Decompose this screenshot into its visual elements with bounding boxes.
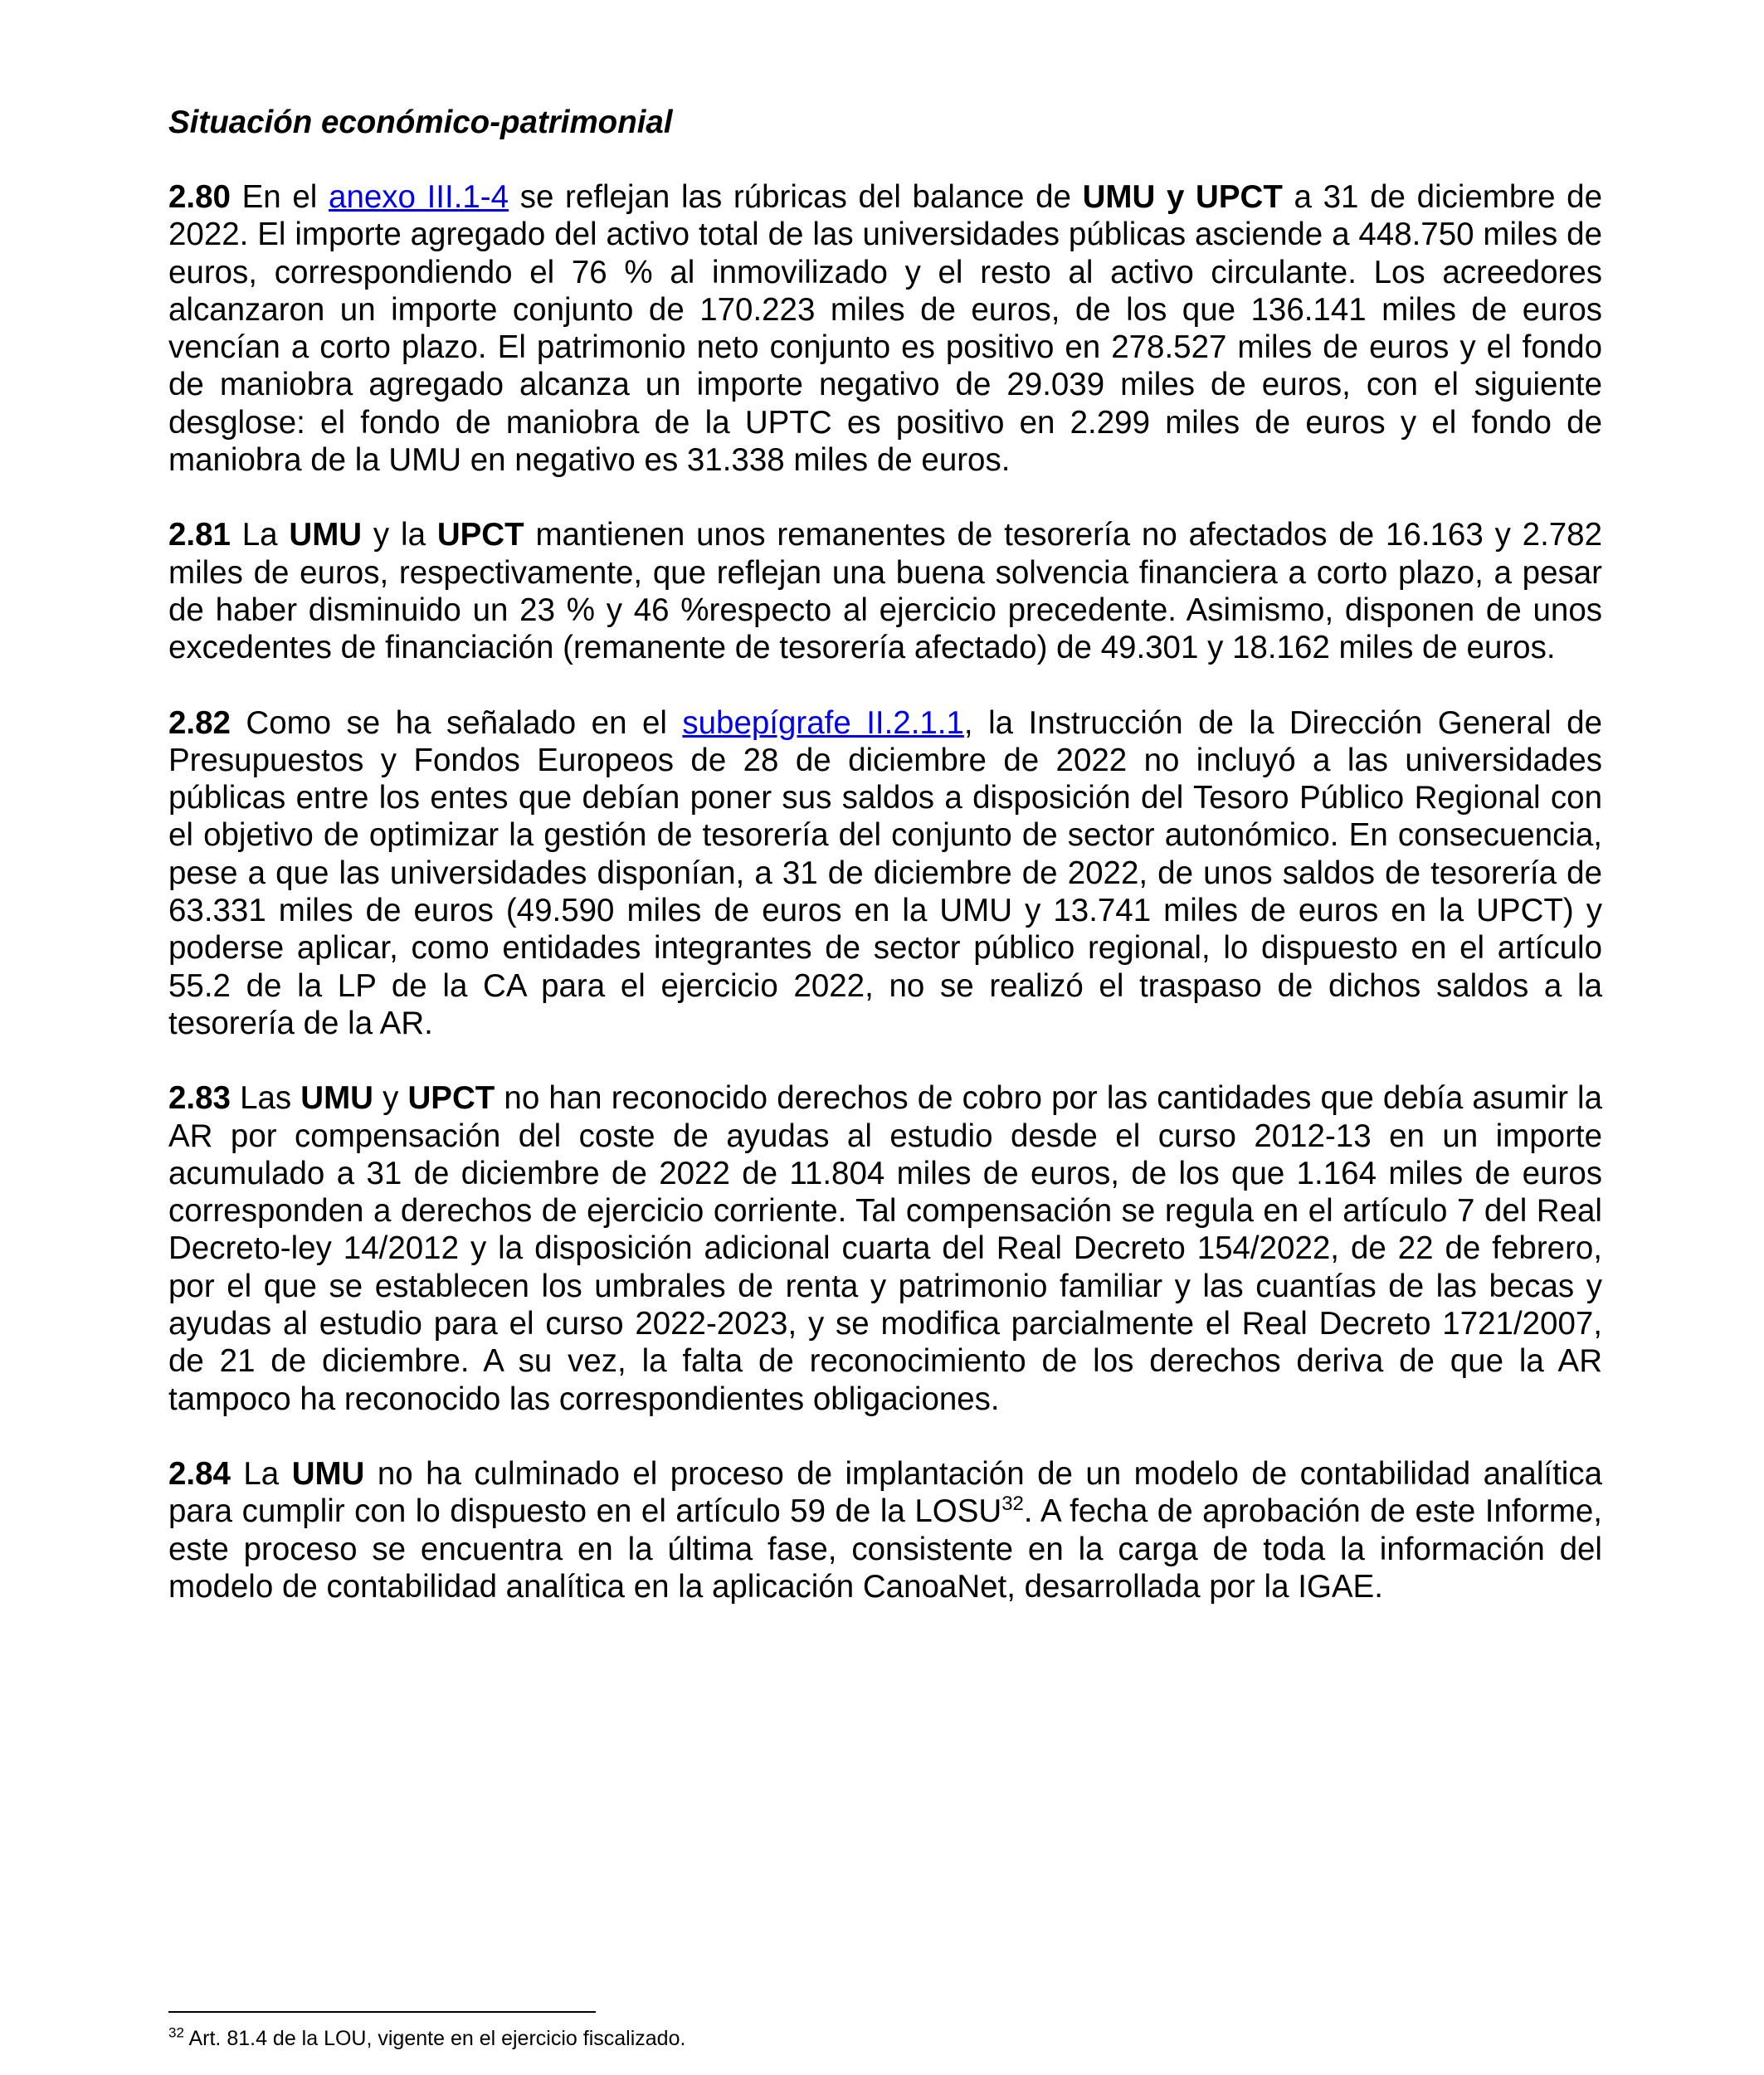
- paragraph-2-81: [168, 516, 1602, 666]
- section-heading: Situación económico-patrimonial: [168, 105, 673, 140]
- footnote-text: Art. 81.4 de la LOU, vigente en el ejercicio fiscalizado.: [183, 2027, 686, 2050]
- paragraph-text: En el: [230, 179, 329, 215]
- bold-term: UPCT: [436, 517, 524, 553]
- paragraph-text: La: [230, 517, 290, 553]
- paragraph-text: se reflejan las rúbricas del balance de: [509, 179, 1083, 215]
- bold-term: UMU: [300, 1080, 373, 1117]
- paragraph-2-80: [168, 178, 1602, 479]
- paragraph-text: . A fecha de aprobación de este Informe, este proceso se encuentra en la última fase, consistente en la carga de toda la información del modelo de contabilidad analítica en la aplicación CanoaNet, desarrollada por la IGAE.: [168, 1493, 1602, 1605]
- paragraph-text: Las: [230, 1080, 301, 1117]
- footnote-mark: 32: [168, 2024, 184, 2041]
- paragraph-number: 2.84: [168, 1455, 231, 1492]
- paragraph-text: La: [230, 1455, 292, 1492]
- bold-term: UMU y UPCT: [1082, 179, 1283, 215]
- annex-link[interactable]: anexo III.1-4: [329, 179, 509, 215]
- paragraph-text: y la: [362, 517, 437, 553]
- paragraph-text: mantienen unos remanentes de tesorería no afectados de 16.163 y 2.782 miles de euros, respectivamente, que reflejan una buena solvencia financiera a corto plazo, a pesar de haber disminuido un 23 % y 46 %respecto al ejercicio precedente. Asimismo, disponen de unos excedentes de financiación (remanente de tesorería afectado) de 49.301 y 18.162 miles de euros.: [168, 517, 1602, 666]
- bold-term: UMU: [289, 517, 363, 553]
- paragraph-text: a 31 de diciembre de 2022. El importe agregado del activo total de las universidades públicas asciende a 448.750 miles de euros, correspondiendo el 76 % al inmovilizado y el resto al activo circulante. Los acreedores alcanzaron un importe conjunto de 170.223 miles de euros, de los que 136.141 miles de euros vencían a corto plazo. El patrimonio neto conjunto es positivo en 278.527 miles de euros y el fondo de maniobra agregado alcanza un importe negativo de 29.039 miles de euros, con el siguiente desglose: el fondo de maniobra de la UPTC es positivo en 2.299 miles de euros y el fondo de maniobra de la UMU en negativo es 31.338 miles de euros.: [168, 179, 1602, 479]
- paragraph-text: no han reconocido derechos de cobro por las cantidades que debía asumir la AR por compensación del coste de ayudas al estudio desde el curso 2012-13 en un importe acumulado a 31 de diciembre de 2022 de 11.804 miles de euros, de los que 1.164 miles de euros corresponden a derechos de ejercicio corriente. Tal compensación se regula en el artículo 7 del Real Decreto-ley 14/2012 y la disposición adicional cuarta del Real Decreto 154/2022, de 22 de febrero, por el que se establecen los umbrales de renta y patrimonio familiar y las cuantías de las becas y ayudas al estudio para el curso 2022-2023, y se modifica parcialmente el Real Decreto 1721/2007, de 21 de diciembre. A su vez, la falta de reconocimiento de los derechos deriva de que la AR tampoco ha reconocido las correspondientes obligaciones.: [168, 1080, 1602, 1417]
- paragraph-2-83: [168, 1079, 1602, 1418]
- subsection-link[interactable]: subepígrafe II.2.1.1: [682, 704, 964, 741]
- paragraph-number: 2.80: [168, 179, 231, 215]
- footnote-separator: [168, 2011, 596, 2013]
- document-body: [168, 104, 1602, 1643]
- paragraph-number: 2.81: [168, 517, 231, 553]
- paragraph-text: Como se ha señalado en el: [230, 704, 683, 741]
- bold-term: UMU: [291, 1455, 365, 1492]
- paragraph-text: y: [373, 1080, 408, 1117]
- paragraph-2-84: [168, 1455, 1602, 1605]
- bold-term: UPCT: [407, 1080, 495, 1117]
- paragraph-number: 2.83: [168, 1080, 231, 1117]
- footnote-reference[interactable]: 32: [1001, 1493, 1024, 1516]
- paragraph-2-82: [168, 704, 1602, 1043]
- paragraph-text: , la Instrucción de la Dirección General de Presupuestos y Fondos Europeos de 28 de diciembre de 2022 no incluyó a las universidades públicas entre los entes que debían poner sus saldos a disposición del Tesoro Público Regional con el objetivo de optimizar la gestión de tesorería del conjunto de sector autonómico. En consecuencia, pese a que las universidades disponían, a 31 de diciembre de 2022, de unos saldos de tesorería de 63.331 miles de euros (49.590 miles de euros en la UMU y 13.741 miles de euros en la UPCT) y poderse aplicar, como entidades integrantes de sector público regional, lo dispuesto en el artículo 55.2 de la LP de la CA para el ejercicio 2022, no se realizó el traspaso de dichos saldos a la tesorería de la AR.: [168, 704, 1602, 1041]
- footnote: [168, 2026, 685, 2051]
- paragraph-number: 2.82: [168, 704, 231, 741]
- paragraph-text: no ha culminado el proceso de implantación de un modelo de contabilidad analítica para cumplir con lo dispuesto en el artículo 59 de la LOSU: [168, 1455, 1602, 1530]
